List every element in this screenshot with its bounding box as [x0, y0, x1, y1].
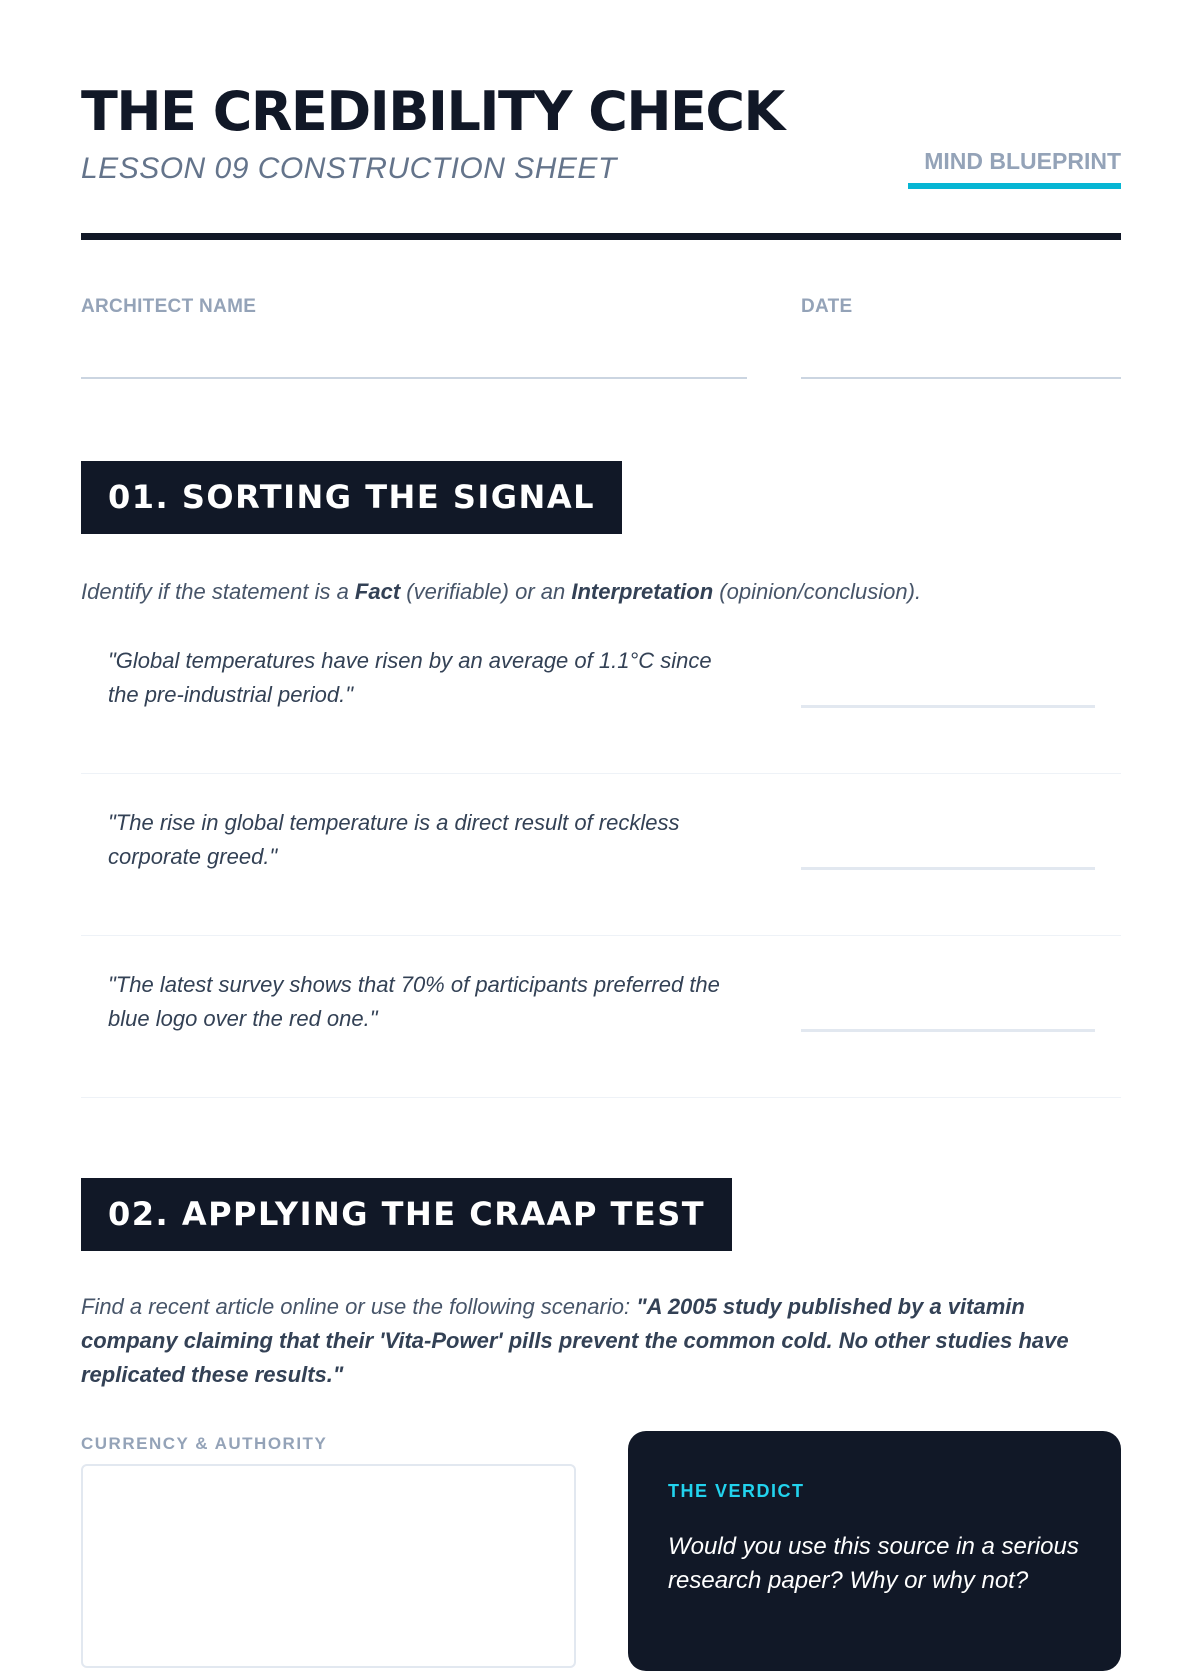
statement-answer-field[interactable] — [801, 1029, 1095, 1032]
verdict-card — [628, 1431, 1121, 1671]
statement-text: "Global temperatures have risen by an average of 1.1°C since the pre-industrial period." — [108, 648, 712, 707]
currency-authority-answer-box[interactable] — [81, 1464, 576, 1668]
brand-label: MIND BLUEPRINT — [908, 148, 1121, 189]
page-title: THE CREDIBILITY CHECK — [81, 80, 784, 143]
section-2-banner: 02. APPLYING THE CRAAP TEST — [81, 1178, 732, 1251]
statement-answer-field[interactable] — [801, 705, 1095, 708]
date-field[interactable] — [801, 377, 1121, 379]
verdict-label: THE VERDICT — [668, 1481, 805, 1501]
lesson-subtitle: LESSON 09 CONSTRUCTION SHEET — [81, 152, 617, 185]
statement-row — [81, 773, 1121, 936]
section-2-instructions: Find a recent article online or use the following scenario: "A 2005 study published by a vitamin company claiming that their 'Vita-Power' pills prevent the common cold. No other studies have replicated these results." — [81, 1294, 1069, 1387]
header-divider — [81, 233, 1121, 240]
section-1-instructions: Identify if the statement is a Fact (verifiable) or an Interpretation (opinion/conclusion). — [81, 579, 922, 604]
verdict-question: Would you use this source in a serious research paper? Why or why not? — [668, 1533, 1079, 1594]
statement-answer-field[interactable] — [801, 867, 1095, 870]
section-1-banner: 01. SORTING THE SIGNAL — [81, 461, 622, 534]
currency-authority-label: CURRENCY & AUTHORITY — [81, 1434, 328, 1453]
statement-row — [81, 611, 1121, 774]
statement-row — [81, 935, 1121, 1098]
architect-name-label: ARCHITECT NAME — [81, 296, 257, 317]
architect-name-field[interactable] — [81, 377, 747, 379]
statement-text: "The latest survey shows that 70% of participants preferred the blue logo over the red one." — [108, 972, 720, 1031]
date-label: DATE — [801, 296, 853, 317]
statement-text: "The rise in global temperature is a direct result of reckless corporate greed." — [108, 810, 680, 869]
